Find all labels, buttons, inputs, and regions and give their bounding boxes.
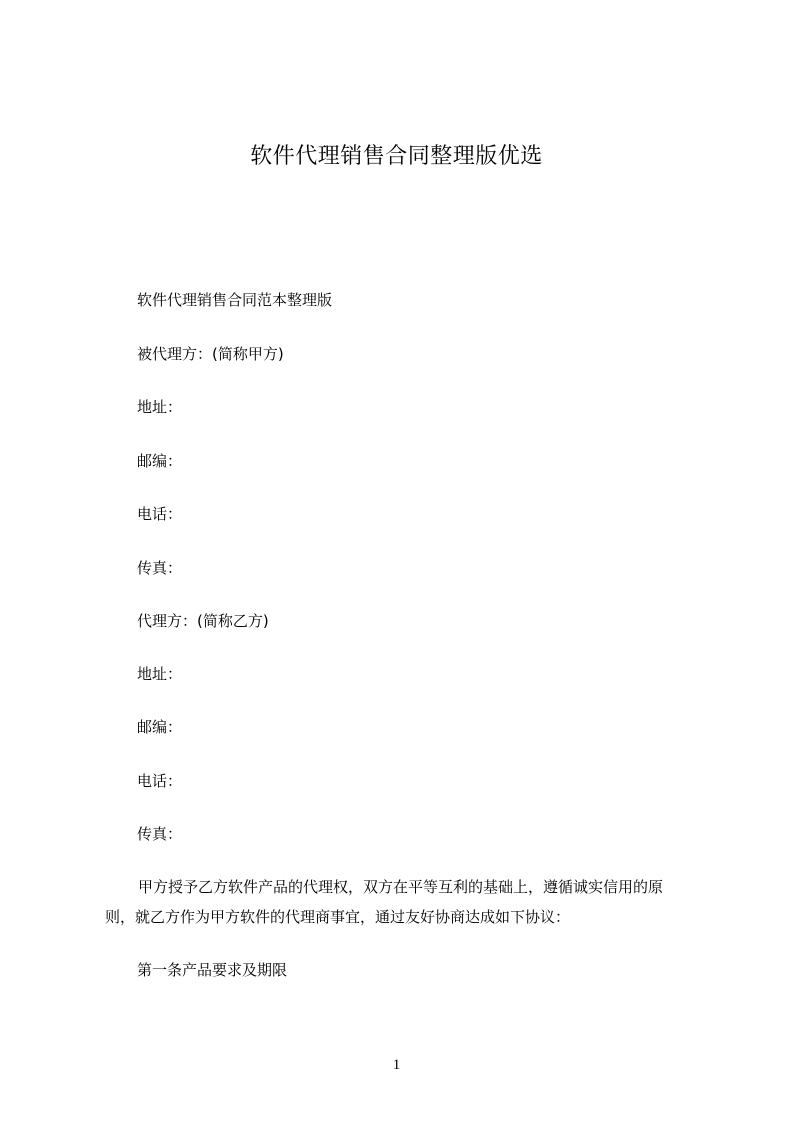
- principal-fax-line: 传真：: [137, 559, 183, 577]
- principal-postcode-line: 邮编：: [137, 452, 183, 470]
- agent-address-line: 地址：: [137, 665, 183, 683]
- section-heading: 第一条产品要求及期限: [137, 961, 288, 979]
- agent-fax-line: 传真：: [137, 825, 183, 843]
- agent-phone-line: 电话：: [137, 772, 183, 790]
- document-subtitle: 软件代理销售合同范本整理版: [137, 291, 333, 309]
- page-number: 1: [392, 1057, 401, 1073]
- principal-phone-line: 电话：: [137, 505, 183, 523]
- document-title: 软件代理销售合同整理版优选: [250, 144, 543, 169]
- agreement-paragraph: [105, 872, 717, 932]
- agreement-paragraph-line-1: 甲方授予乙方软件产品的代理权，双方在平等互利的基础上，遵循诚实信用的原: [138, 878, 664, 896]
- agent-party-line: 代理方：(简称乙方): [137, 612, 269, 630]
- principal-address-line: 地址：: [137, 398, 183, 416]
- agent-postcode-line: 邮编：: [137, 718, 183, 736]
- agreement-paragraph-line-2: 则，就乙方作为甲方软件的代理商事宜，通过友好协商达成如下协议：: [105, 908, 571, 926]
- principal-party-line: 被代理方：(简称甲方): [137, 345, 284, 363]
